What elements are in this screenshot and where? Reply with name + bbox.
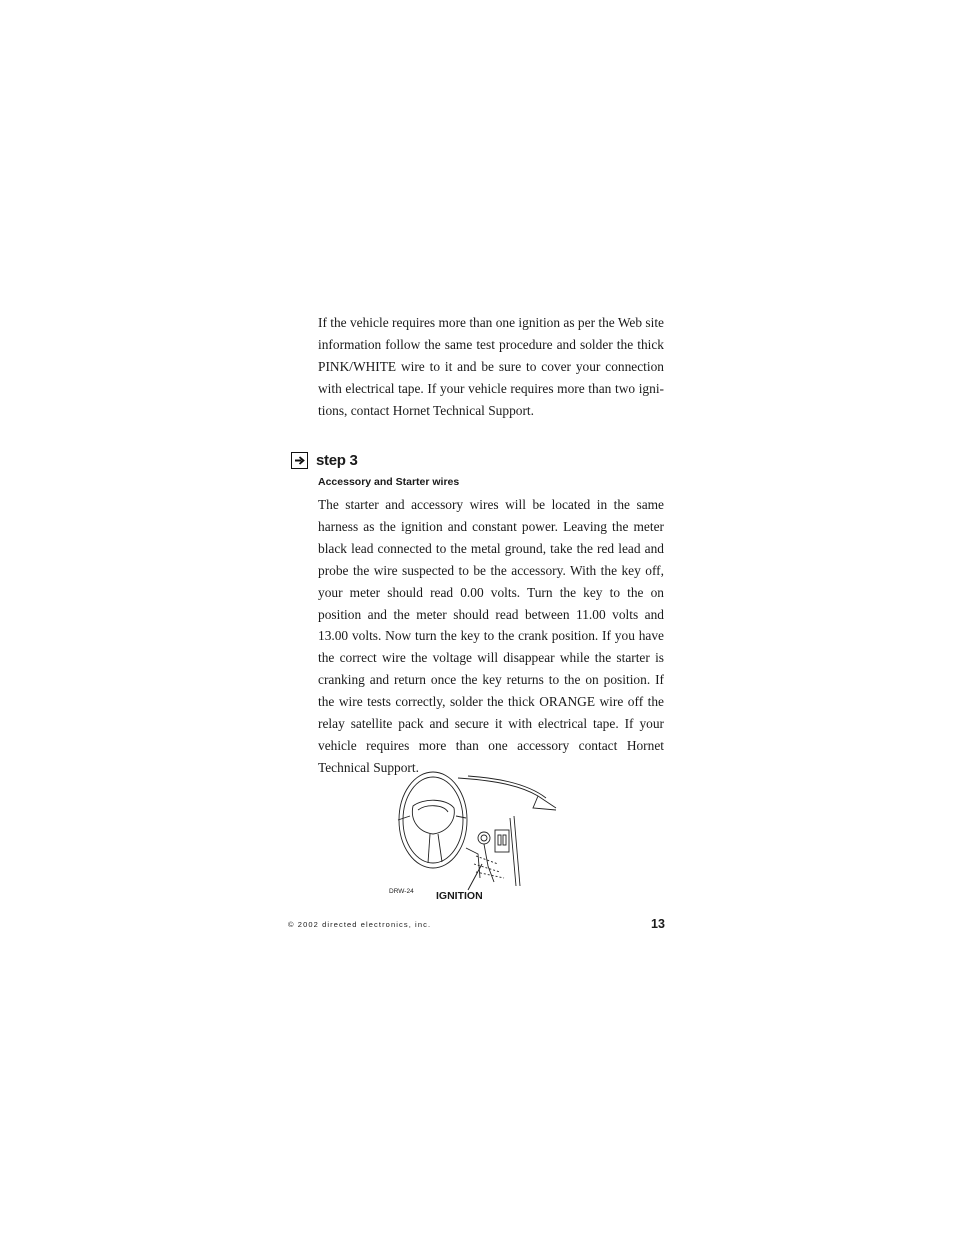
intro-paragraph: If the vehicle requires more than one ignition as per the Web site information follow the same test procedure and solder the thick PINK/WHITE wire to it and be sure to cover your connection with electrical tape. If your vehicle requires more than two igni-tions, contact Hornet Technical Support.	[318, 315, 664, 418]
steering-wheel-ignition-illustration	[388, 768, 568, 908]
drawing-code: DRW-24	[389, 888, 414, 895]
step-subtitle: Accessory and Starter wires	[318, 476, 460, 488]
step-body-paragraph: The starter and accessory wires will be located in the same harness as the ignition and constant power. Leaving the meter black lead connected to the metal ground, take the red lead and probe the wire suspected to be the accessory. With the key off, your meter should read 0.00 volts. Turn the key to the on position and the meter should read between 11.00 volts and 13.00 volts. Now turn the key to the crank position. If you have the correct wire the voltage will disappear while the starter is cranking and return once the key returns to the on position. If the wire tests correctly, solder the thick ORANGE wire off the relay satellite pack and secure it with electrical tape. If your vehicle requires more than one accessory contact Hornet Technical Support.	[318, 497, 664, 775]
step-title: step 3	[316, 451, 358, 469]
step-heading	[291, 450, 358, 470]
ignition-label: IGNITION	[436, 890, 483, 902]
page-number: 13	[651, 917, 665, 931]
copyright: © 2002 directed electronics, inc.	[288, 920, 432, 929]
right-arrow-icon	[291, 452, 308, 469]
